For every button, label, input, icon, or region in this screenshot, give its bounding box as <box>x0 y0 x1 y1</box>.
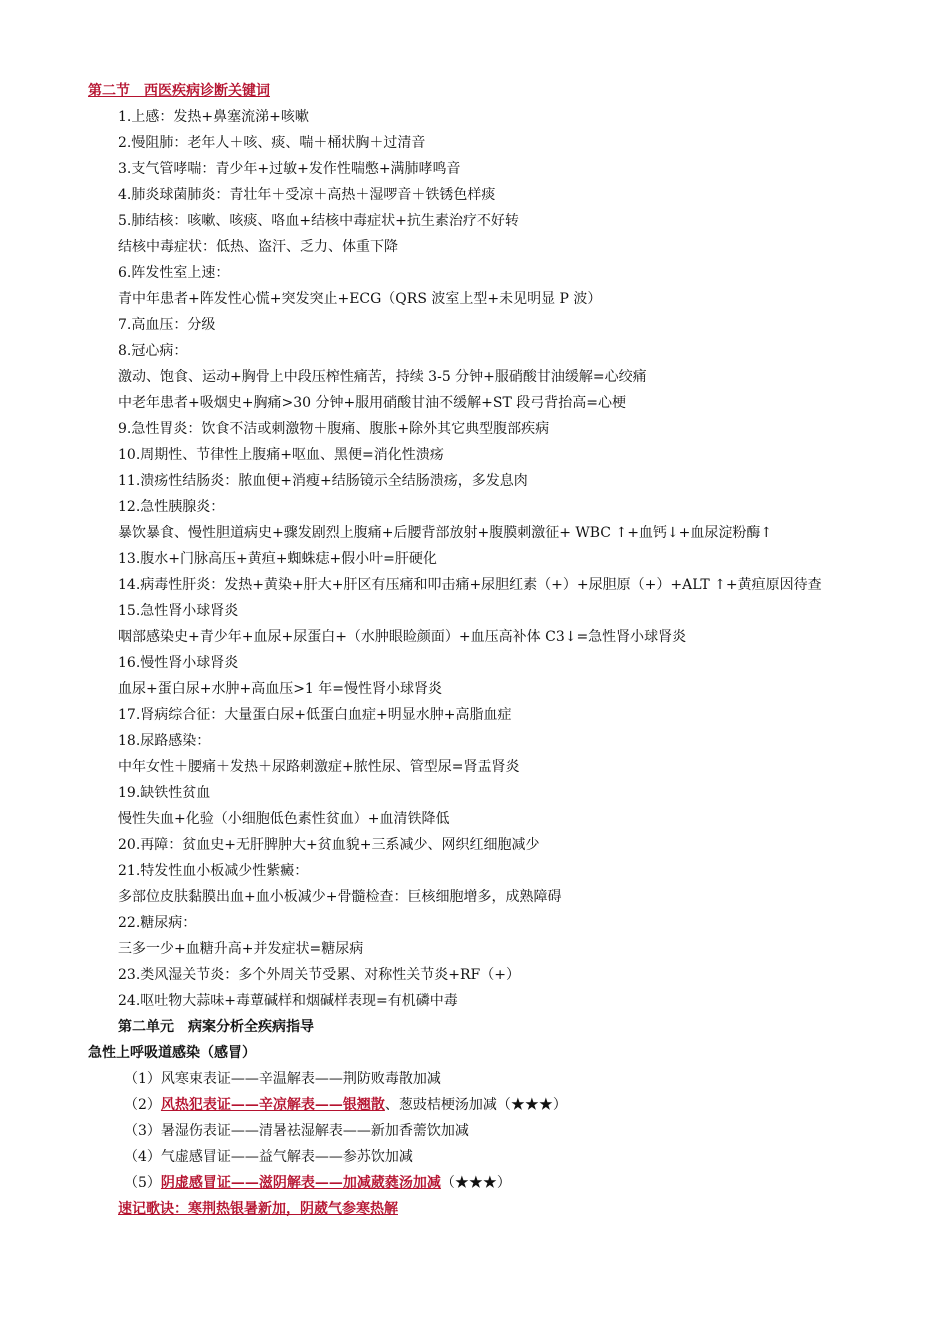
syndrome-text: 风寒束表证——辛温解表——荆防败毒散加减 <box>160 1071 441 1087</box>
keyword-list <box>88 104 868 1014</box>
syndrome-number: （3） <box>124 1123 161 1139</box>
list-item: 20.再障：贫血史+无肝脾肿大+贫血貌+三系减少、网织红细胞减少 <box>118 837 540 853</box>
list-item: 14.病毒性肝炎：发热+黄染+肝大+肝区有压痛和叩击痛+尿胆红素（+）+尿胆原（+）+ALT ↑+黄疸原因待查 <box>118 577 822 593</box>
list-item: 咽部感染史+青少年+血尿+尿蛋白+（水肿眼睑颜面）+血压高补体 C3↓=急性肾小球肾炎 <box>118 629 687 645</box>
list-item: 24.呕吐物大蒜味+毒蕈碱样和烟碱样表现=有机磷中毒 <box>118 993 458 1009</box>
list-item: 22.糖尿病： <box>118 915 197 931</box>
list-item: 慢性失血+化验（小细胞低色素性贫血）+血清铁降低 <box>118 811 450 827</box>
section-title: 第二节 西医疾病诊断关键词 <box>88 83 270 99</box>
list-item: 血尿+蛋白尿+水肿+高血压>1 年=慢性肾小球肾炎 <box>118 681 443 697</box>
syndrome-text: 暑湿伤表证——清暑祛湿解表——新加香薷饮加减 <box>160 1123 469 1139</box>
list-item: 6.阵发性室上速： <box>118 265 230 281</box>
list-item: 结核中毒症状：低热、盗汗、乏力、体重下降 <box>118 239 398 255</box>
syndrome-item <box>88 1144 868 1170</box>
syndrome-highlight: 阴虚感冒证——滋阴解表——加减葳蕤汤加减 <box>160 1175 441 1191</box>
list-item: 中老年患者+吸烟史+胸痛>30 分钟+服用硝酸甘油不缓解+ST 段弓背抬高=心梗 <box>118 395 627 411</box>
list-item: 7.高血压：分级 <box>118 317 216 333</box>
list-item: 中年女性＋腰痛＋发热＋尿路刺激症+脓性尿、管型尿=肾盂肾炎 <box>118 759 520 775</box>
syndrome-item <box>88 1118 868 1144</box>
list-item: 15.急性肾小球肾炎 <box>118 603 239 619</box>
syndrome-text: （★★★） <box>440 1175 511 1191</box>
list-item: 10.周期性、节律性上腹痛+呕血、黑便=消化性溃疡 <box>118 447 444 463</box>
list-item: 2.慢阻肺：老年人＋咳、痰、喘＋桶状胸＋过清音 <box>118 135 426 151</box>
list-item: 9.急性胃炎：饮食不洁或刺激物＋腹痛、腹胀+除外其它典型腹部疾病 <box>118 421 550 437</box>
unit-title: 第二单元 病案分析全疾病指导 <box>118 1019 314 1035</box>
syndrome-number: （1） <box>124 1071 161 1087</box>
list-item: 多部位皮肤黏膜出血+血小板减少+骨髓检查：巨核细胞增多，成熟障碍 <box>118 889 562 905</box>
syndrome-list <box>88 1066 868 1196</box>
list-item: 青中年患者+阵发性心慌+突发突止+ECG（QRS 波室上型+未见明显 P 波） <box>118 291 602 307</box>
syndrome-item <box>88 1170 868 1196</box>
syndrome-number: （2） <box>124 1097 161 1113</box>
list-item: 暴饮暴食、慢性胆道病史+骤发剧烈上腹痛+后腰背部放射+腹膜刺激征+ WBC ↑+血钙↓+血尿淀粉酶↑ <box>118 525 773 541</box>
list-item: 3.支气管哮喘：青少年+过敏+发作性喘憋+满肺哮鸣音 <box>118 161 461 177</box>
list-item: 13.腹水+门脉高压+黄疸+蜘蛛痣+假小叶=肝硬化 <box>118 551 437 567</box>
syndrome-number: （5） <box>124 1175 161 1191</box>
list-item: 三多一少+血糖升高+并发症状=糖尿病 <box>118 941 364 957</box>
list-item: 11.溃疡性结肠炎：脓血便+消瘦+结肠镜示全结肠溃疡，多发息肉 <box>118 473 528 489</box>
list-item: 5.肺结核：咳嗽、咳痰、咯血+结核中毒症状+抗生素治疗不好转 <box>118 213 519 229</box>
syndrome-number: （4） <box>124 1149 161 1165</box>
list-item: 17.肾病综合征：大量蛋白尿+低蛋白血症+明显水肿+高脂血症 <box>118 707 512 723</box>
list-item: 4.肺炎球菌肺炎：青壮年＋受凉＋高热＋湿啰音＋铁锈色样痰 <box>118 187 496 203</box>
document-page <box>88 78 868 1222</box>
list-item: 18.尿路感染： <box>118 733 211 749</box>
syndrome-text: 气虚感冒证——益气解表——参苏饮加减 <box>160 1149 413 1165</box>
syndrome-item <box>88 1066 868 1092</box>
list-item: 12.急性胰腺炎： <box>118 499 225 515</box>
list-item: 16.慢性肾小球肾炎 <box>118 655 239 671</box>
list-item: 激动、饱食、运动+胸骨上中段压榨性痛苦，持续 3-5 分钟+服硝酸甘油缓解=心绞痛 <box>118 369 647 385</box>
syndrome-highlight: 风热犯表证——辛凉解表——银翘散 <box>160 1097 385 1113</box>
list-item: 8.冠心病： <box>118 343 188 359</box>
list-item: 23.类风湿关节炎：多个外周关节受累、对称性关节炎+RF（+） <box>118 967 520 983</box>
disease-title: 急性上呼吸道感染（感冒） <box>88 1045 256 1061</box>
list-item: 19.缺铁性贫血 <box>118 785 211 801</box>
syndrome-text: 、葱豉桔梗汤加减（★★★） <box>384 1097 567 1113</box>
list-item: 1.上感：发热+鼻塞流涕+咳嗽 <box>118 109 309 125</box>
syndrome-item <box>88 1092 868 1118</box>
list-item: 21.特发性血小板减少性紫癜： <box>118 863 309 879</box>
mnemonic: 速记歌诀：寒荆热银暑新加，阴葳气参寒热解 <box>118 1201 398 1217</box>
